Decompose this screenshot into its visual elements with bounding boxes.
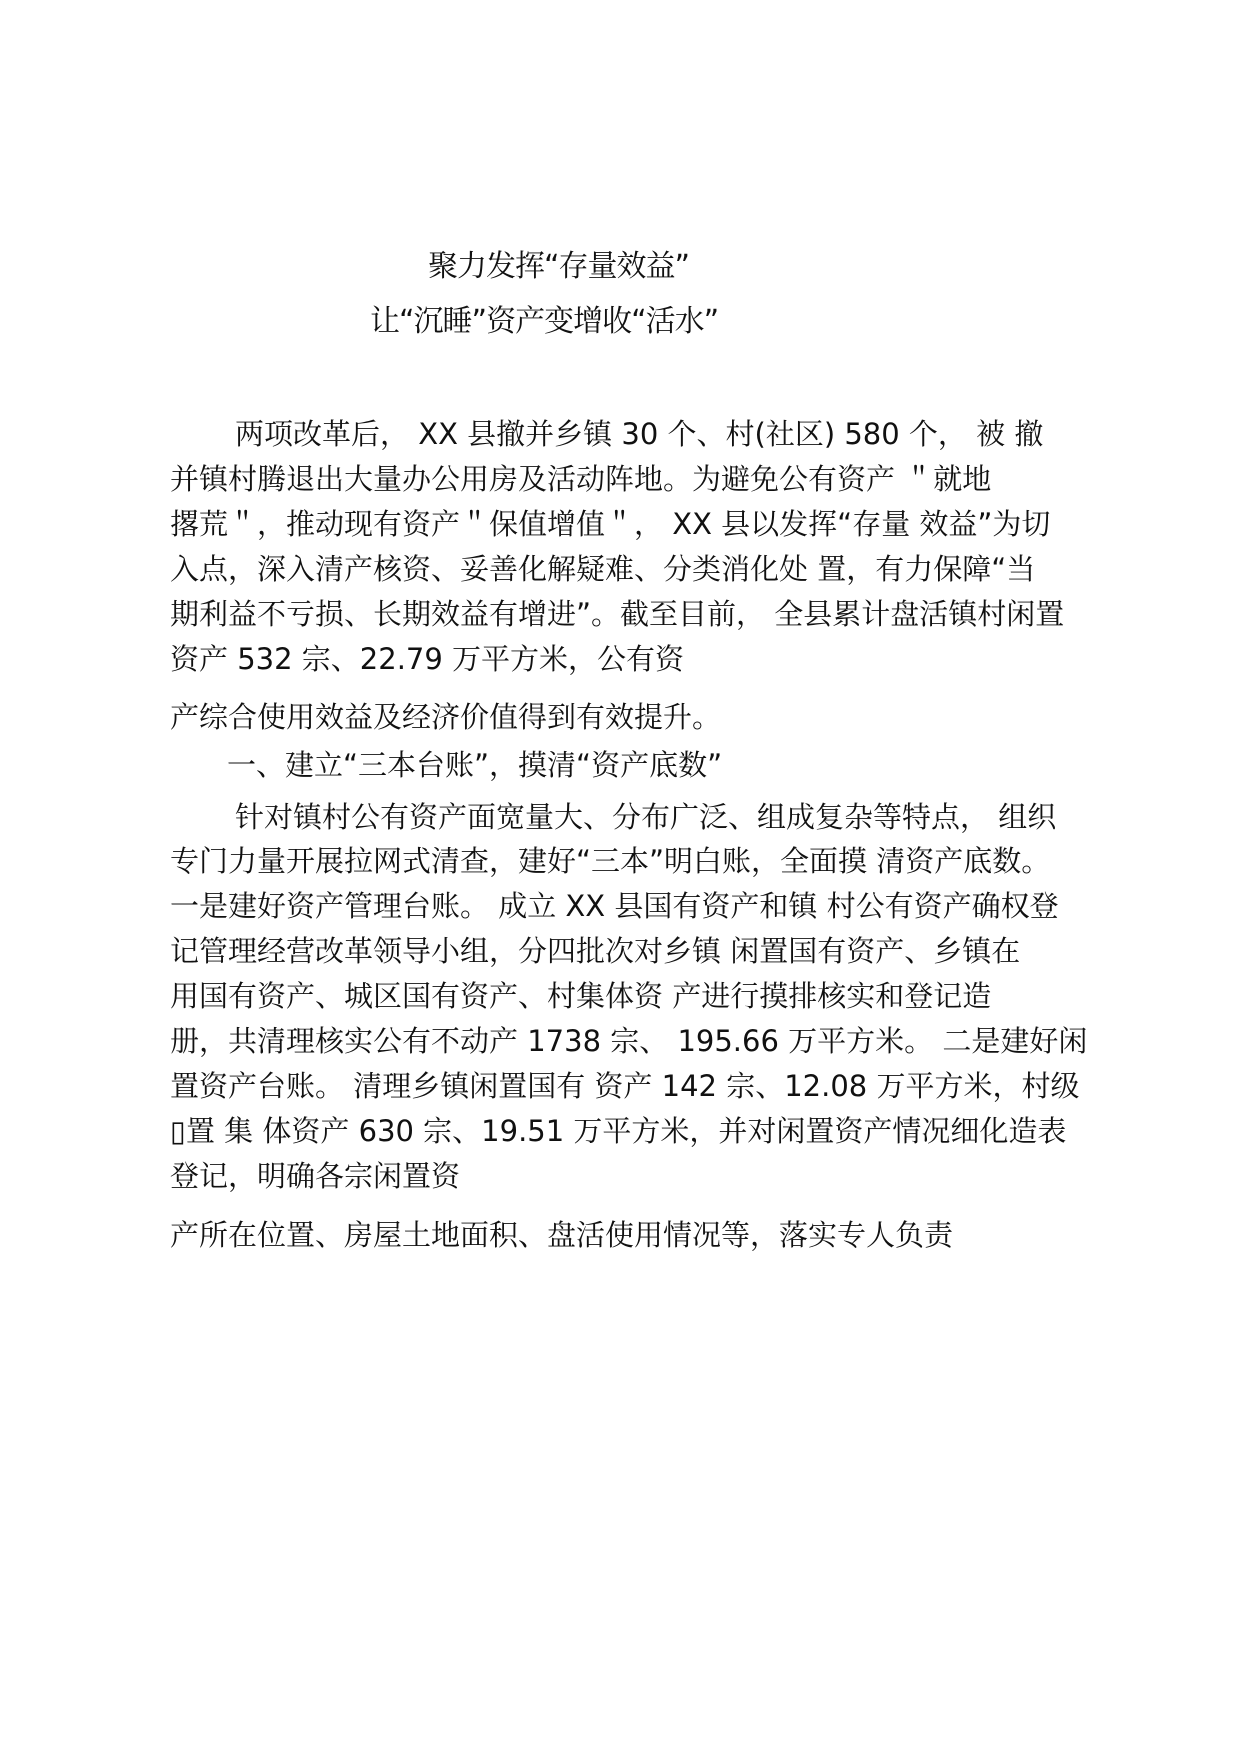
paragraph-2-line-9: 登记，明确各宗闲置资 [170, 1159, 461, 1193]
paragraph-2-line-3: 一是建好资产管理台账。 成立 XX 县国有资产和镇 村公有资产确权登 [170, 889, 1059, 923]
paragraph-2-continuation: 产所在位置、房屋土地面积、盘活使用情况等，落实专人负责 [170, 1218, 954, 1252]
paragraph-2-line-1: 针对镇村公有资产面宽量大、分布广泛、组成复杂等特点， 组织 [235, 800, 1057, 834]
paragraph-1-line-5: 期利益不亏损、长期效益有增进”。截至目前， 全县累计盘活镇村闲置 [170, 597, 1065, 631]
paragraph-2-line-5: 用国有资产、城区国有资产、村集体资 产进行摸排核实和登记造 [170, 979, 992, 1013]
section-heading-1: 一、建立“三本台账”，摸清“资产底数” [227, 748, 723, 782]
paragraph-1-line-3: 撂荒＂，推动现有资产＂保值增值＂， XX 县以发挥“存量 效益”为切 [170, 507, 1051, 541]
paragraph-1-line-4: 入点，深入清产核资、妥善化解疑难、分类消化处 置，有力保障“当 [170, 552, 1036, 586]
title-line-1: 聚力发挥“存量效益” [428, 249, 690, 284]
paragraph-2-line-8: ▯置 集 体资产 630 宗、19.51 万平方米，并对闲置资产情况细化造表 [170, 1114, 1067, 1148]
paragraph-1-line-6: 资产 532 宗、22.79 万平方米，公有资 [170, 642, 685, 676]
paragraph-2-line-4: 记管理经营改革领导小组，分四批次对乡镇 闲置国有资产、乡镇在 [170, 934, 1021, 968]
paragraph-2-line-2: 专门力量开展拉网式清查，建好“三本”明白账，全面摸 清资产底数。 [170, 844, 1051, 878]
paragraph-1-line-2: 并镇村腾退出大量办公用房及活动阵地。为避免公有资产 ＂就地 [170, 462, 992, 496]
title-line-2: 让“沉睡”资产变增收“活水” [370, 304, 719, 339]
paragraph-1-line-1: 两项改革后， XX 县撤并乡镇 30 个、村(社区) 580 个， 被 撤 [235, 417, 1044, 451]
paragraph-1-continuation: 产综合使用效益及经济价值得到有效提升。 [170, 700, 722, 734]
paragraph-2-line-7: 置资产台账。 清理乡镇闲置国有 资产 142 宗、12.08 万平方米，村级 [170, 1069, 1080, 1103]
paragraph-2-line-6: 册，共清理核实公有不动产 1738 宗、 195.66 万平方米。 二是建好闲 [170, 1024, 1088, 1058]
